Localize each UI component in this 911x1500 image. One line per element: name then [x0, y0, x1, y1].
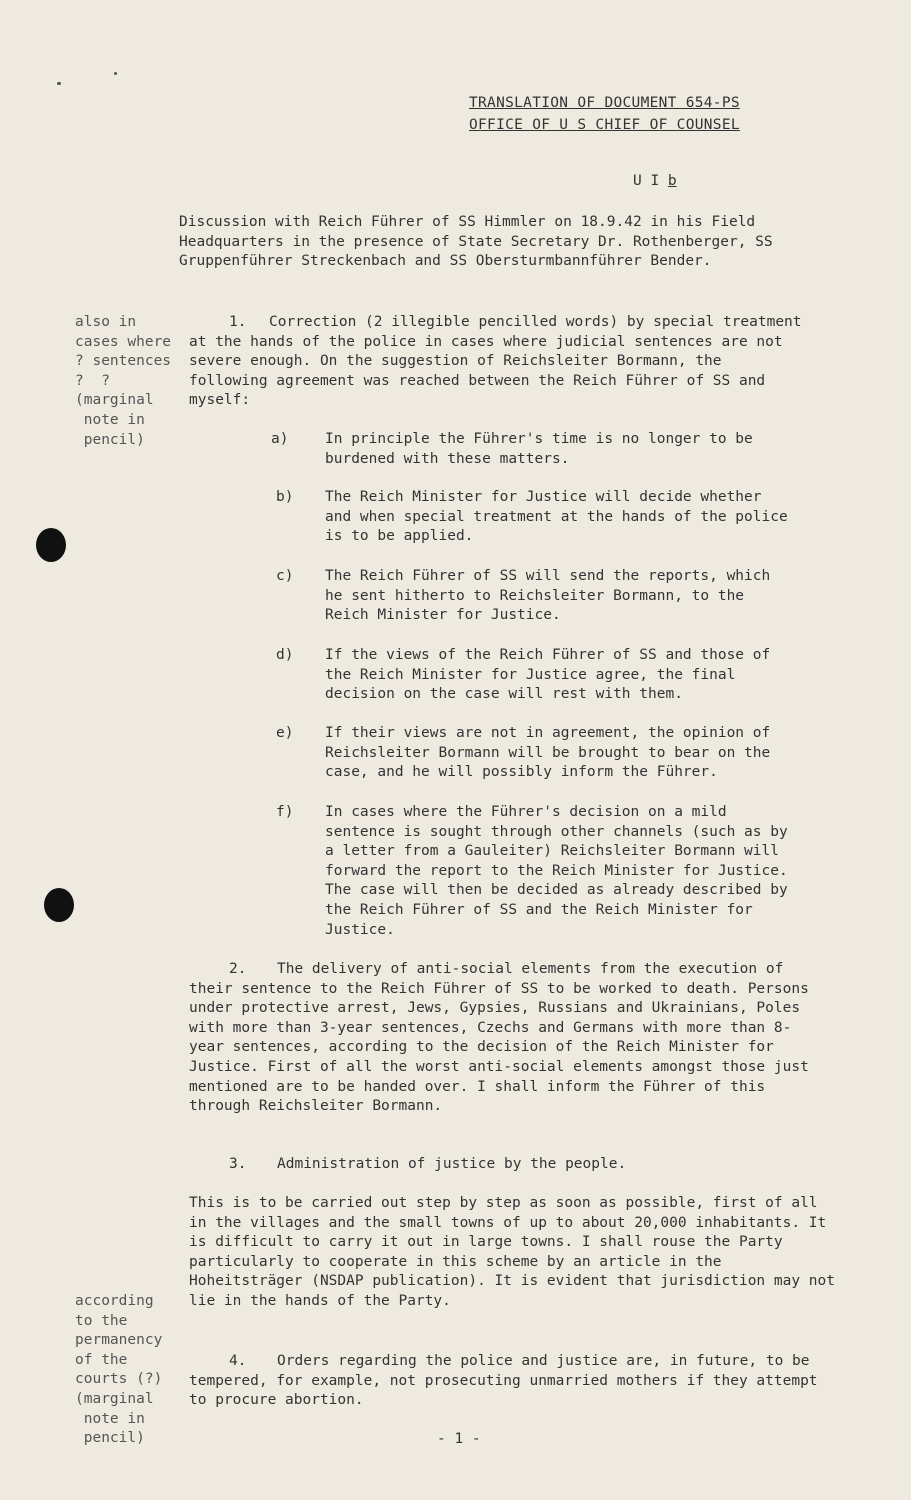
- translation-header: TRANSLATION OF DOCUMENT 654-PS: [469, 95, 740, 111]
- punch-hole-top: [36, 528, 66, 562]
- item-d-text: If the views of the Reich Führer of SS and those of the Reich Minister for Justice agree, the final decision on the case will rest with them.: [325, 647, 771, 703]
- punch-hole-bottom: [44, 888, 74, 922]
- item-c-letter: c): [276, 568, 294, 584]
- section-2-text: The delivery of anti-social elements from the execution of their sentence to the Reich Führer of SS to be worked to death. Persons under protective arrest, Jews, Gypsies, Russians and Ukrainians, Poles with more than 3-year sentences, Czechs and Germans with more than 8-year sentences, according to the decision of the Reich Minister for Justice. First of all the worst anti-social elements amongst those just mentioned are to be handed over. I shall inform the Führer of this through Reichsleiter Bormann.: [189, 961, 809, 1115]
- office-header: OFFICE OF U S CHIEF OF COUNSEL: [469, 117, 740, 133]
- item-a-letter: a): [271, 431, 289, 447]
- section-3-paragraph: This is to be carried out step by step as soon as possible, first of all in the villages and the small towns of up to about 20,000 inhabitants. It is difficult to carry it out in large towns. I shall rouse the Party particularly to cooperate in this scheme by an article in the Hoheitsträger (NSDAP publication). It is evident that jurisdiction may not lie in the hands of the Party.: [189, 1195, 836, 1309]
- item-c-text: The Reich Führer of SS will send the reports, which he sent hitherto to Reichsleiter Bormann, to the Reich Minister for Justice.: [325, 568, 771, 624]
- margin-note-pencil-1: also in cases where ? sentences ? ? (marginal note in pencil): [75, 314, 172, 448]
- section-2-number: 2.: [229, 961, 247, 977]
- section-4-text: Orders regarding the police and justice are, in future, to be tempered, for example, not prosecuting unmarried mothers if they attempt to procure abortion.: [189, 1353, 818, 1409]
- page-number: - 1 -: [437, 1431, 481, 1447]
- item-f-text: In cases where the Führer's decision on a mild sentence is sought through other channels (such as by a letter from a Gauleiter) Reichsleiter Bormann will forward the report to the Reich Minister for Justice. The case will then be decided as already described by the Reich Führer of SS and the Reich Minister for Justice.: [325, 804, 788, 938]
- section-3-title: Administration of justice by the people.: [277, 1156, 627, 1172]
- ink-speck: [114, 72, 117, 75]
- reference-prefix: U I: [633, 173, 668, 189]
- item-d-letter: d): [276, 647, 294, 663]
- item-b-letter: b): [276, 489, 294, 505]
- item-a-text: In principle the Führer's time is no longer to be burdened with these matters.: [325, 431, 753, 467]
- margin-note-pencil-2: according to the permanency of the courts (?) (marginal note in pencil): [75, 1293, 163, 1447]
- section-3-heading: [229, 1155, 626, 1175]
- ink-speck: [57, 82, 61, 85]
- section-1-text: Correction (2 illegible pencilled words) by special treatment at the hands of the police in cases where judicial sentences are not severe enough. On the suggestion of Reichsleiter Bormann, the following agreement was reached between the Reich Führer of SS and myself:: [189, 314, 802, 409]
- section-1-paragraph: [189, 313, 807, 411]
- section-1-number: 1.: [229, 314, 247, 330]
- section-3-number: 3.: [229, 1156, 247, 1172]
- section-2-paragraph: [189, 960, 815, 1117]
- section-4-number: 4.: [229, 1353, 247, 1369]
- intro-paragraph: Discussion with Reich Führer of SS Himmler on 18.9.42 in his Field Headquarters in the presence of State Secretary Dr. Rothenberger, SS Gruppenführer Streckenbach and SS Obersturmbannführer Bender.: [179, 214, 773, 270]
- item-e-letter: e): [276, 725, 294, 741]
- section-4-paragraph: [189, 1352, 829, 1411]
- item-f-letter: f): [276, 804, 294, 820]
- item-b-text: The Reich Minister for Justice will decide whether and when special treatment at the hands of the police is to be applied.: [325, 489, 788, 545]
- reference-suffix: b: [667, 173, 677, 189]
- item-e-text: If their views are not in agreement, the opinion of Reichsleiter Bormann will be brought to bear on the case, and he will possibly inform the Führer.: [325, 725, 771, 781]
- reference-mark: [633, 172, 677, 192]
